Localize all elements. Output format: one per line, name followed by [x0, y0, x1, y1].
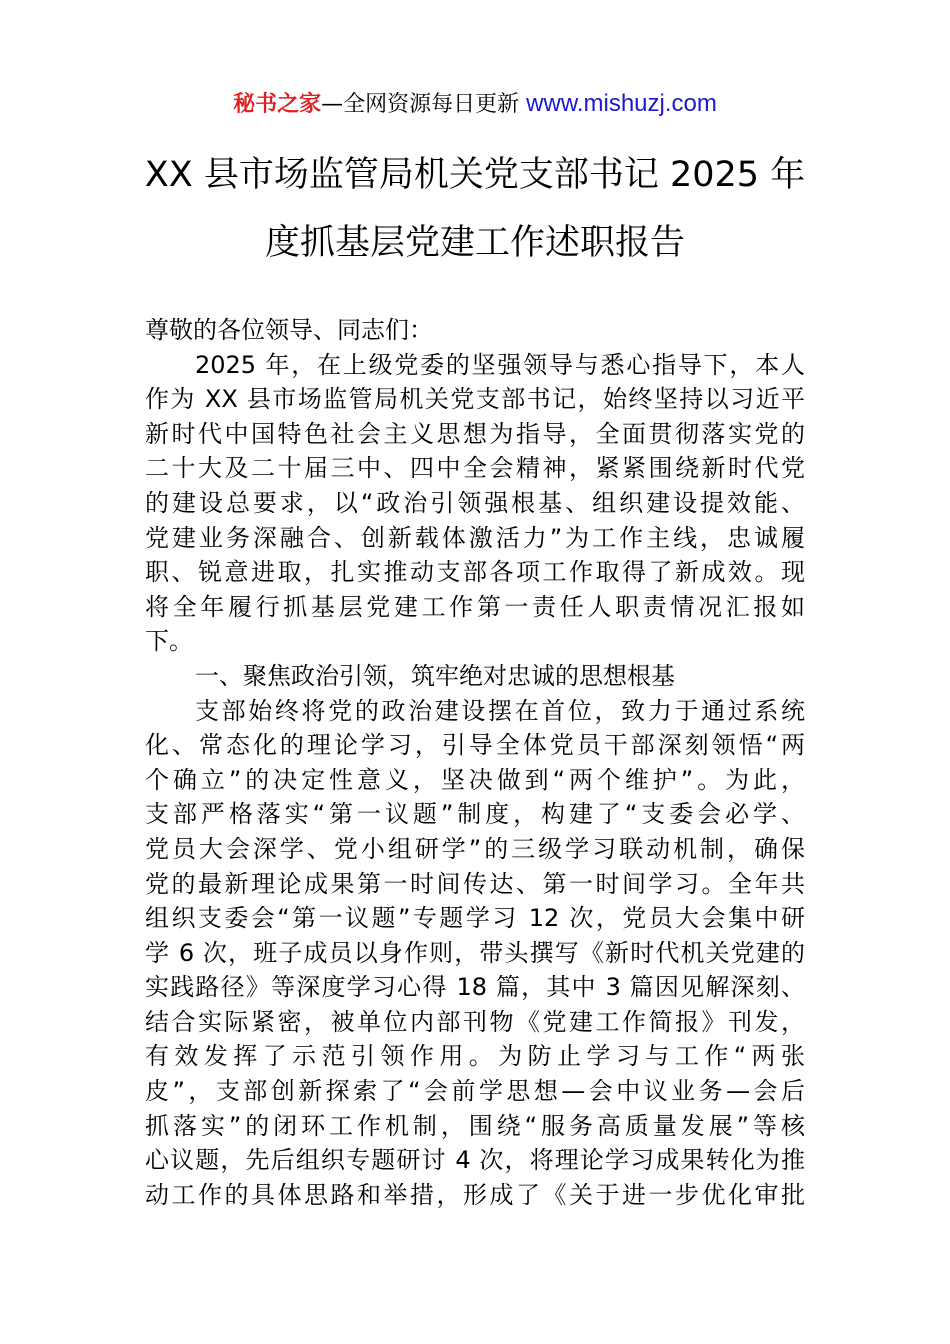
body-text-line: 化、常态化的理论学习，引导全体党员干部深刻领悟“两 [145, 731, 805, 760]
body-text-line: 将全年履行抓基层党建工作第一责任人职责情况汇报如 [145, 592, 805, 621]
document-title-line-1: XX 县市场监管局机关党支部书记 2025 年 [144, 155, 806, 195]
brand-name: 秘书之家 [233, 92, 322, 117]
body-text-line: 个确立”的决定性意义，坚决做到“两个维护”。为此， [145, 765, 805, 794]
site-banner [0, 88, 950, 121]
section-heading: 一、聚焦政治引领，筑牢绝对忠诚的思想根基 [195, 661, 675, 690]
body-text-line: 新时代中国特色社会主义思想为指导，全面贯彻落实党的 [145, 419, 805, 448]
body-text-line: 组织支委会“第一议题”专题学习 12 次，党员大会集中研 [145, 904, 805, 933]
body-text-line: 皮”，支部创新探索了“会前学思想—会中议业务—会后 [145, 1077, 805, 1106]
body-text-line: 支部始终将党的政治建设摆在首位，致力于通过系统 [195, 696, 805, 725]
body-text-line: 作为 XX 县市场监管局机关党支部书记，始终坚持以习近平 [145, 385, 805, 414]
body-text-line: 心议题，先后组织专题研讨 4 次，将理论学习成果转化为推 [145, 1146, 805, 1175]
body-text-line: 下。 [145, 627, 193, 656]
salutation: 尊敬的各位领导、同志们： [145, 316, 433, 344]
body-text-line: 的建设总要求，以“政治引领强根基、组织建设提效能、 [145, 488, 805, 517]
body-text-line: 党建业务深融合、创新载体激活力”为工作主线，忠诚履 [145, 523, 805, 552]
body-text-line: 党的最新理论成果第一时间传达、第一时间学习。全年共 [145, 869, 805, 898]
body-text-line: 党员大会深学、党小组研学”的三级学习联动机制，确保 [145, 834, 805, 863]
document-title-line-2: 度抓基层党建工作述职报告 [264, 223, 685, 263]
body-text-line: 学 6 次，班子成员以身作则，带头撰写《新时代机关党建的 [145, 938, 805, 967]
body-text-line: 二十大及二十届三中、四中全会精神，紧紧围绕新时代党 [145, 454, 805, 483]
body-text-line: 支部严格落实“第一议题”制度，构建了“支委会必学、 [145, 800, 805, 829]
banner-tagline: —全网资源每日更新 [321, 92, 527, 117]
body-text-line: 2025 年，在上级党委的坚强领导与悉心指导下，本人 [195, 350, 805, 379]
body-text-line: 抓落实”的闭环工作机制，围绕“服务高质量发展”等核 [145, 1111, 805, 1140]
document-body [145, 313, 805, 1212]
body-text-line: 动工作的具体思路和举措，形成了《关于进一步优化审批 [145, 1180, 805, 1209]
body-text-line: 有效发挥了示范引领作用。为防止学习与工作“两张 [145, 1042, 805, 1071]
body-text-line: 结合实际紧密，被单位内部刊物《党建工作简报》刊发， [145, 1007, 805, 1036]
site-url-link[interactable]: www.mishuzj.com [526, 90, 717, 117]
body-text-line: 职、锐意进取，扎实推动支部各项工作取得了新成效。现 [145, 558, 805, 587]
body-text-line: 实践路径》等深度学习心得 18 篇，其中 3 篇因见解深刻、 [145, 973, 805, 1002]
